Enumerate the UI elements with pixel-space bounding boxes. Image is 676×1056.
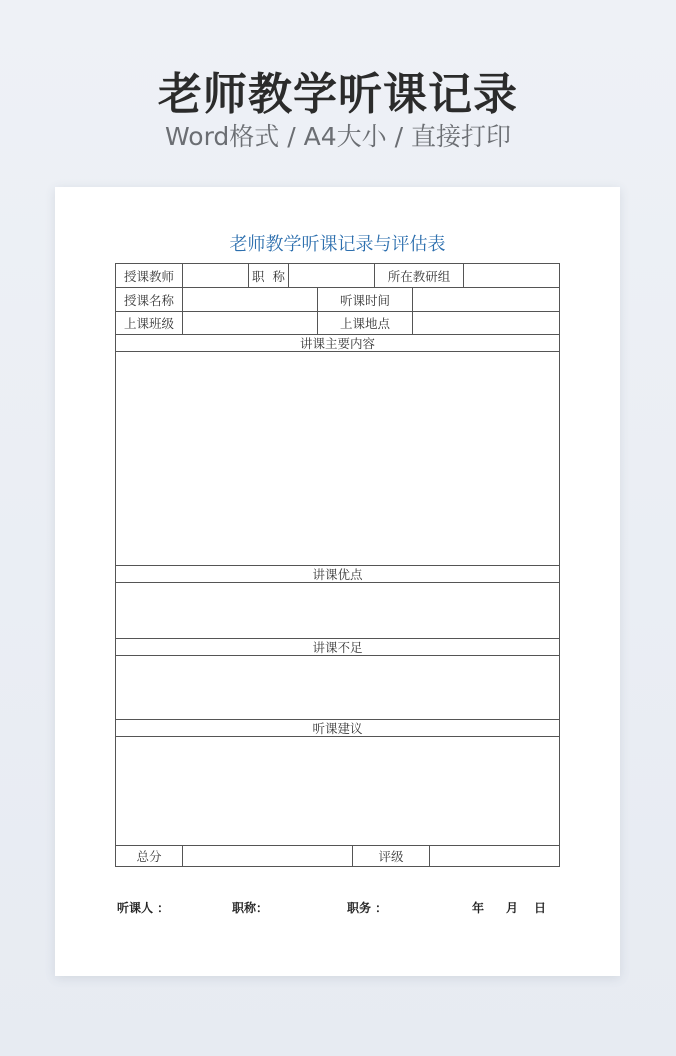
banner-title: 老师教学听课记录 (158, 69, 518, 120)
teacher-label: 授课教师 (115, 263, 183, 288)
month-label: 月 (506, 901, 519, 915)
main-content-area[interactable] (115, 351, 560, 566)
main-content-header: 讲课主要内容 (115, 334, 560, 352)
weaknesses-area[interactable] (115, 655, 560, 720)
year-label: 年 (472, 901, 485, 915)
document-title: 老师教学听课记录与评估表 (229, 234, 446, 255)
location-label: 上课地点 (317, 311, 413, 335)
course-name-label: 授课名称 (115, 287, 183, 312)
day-label: 日 (534, 901, 547, 915)
location-field[interactable] (412, 311, 560, 335)
strengths-header: 讲课优点 (115, 565, 560, 583)
total-score-field[interactable] (182, 845, 353, 867)
title-label: 职 称 (248, 263, 289, 288)
banner-subtitle: Word格式 / A4大小 / 直接打印 (165, 122, 511, 151)
teacher-field[interactable] (182, 263, 249, 288)
strengths-area[interactable] (115, 582, 560, 639)
total-score-label: 总分 (115, 845, 183, 867)
document-page (55, 187, 620, 976)
grade-field[interactable] (429, 845, 560, 867)
weaknesses-header: 讲课不足 (115, 638, 560, 656)
listen-time-field[interactable] (412, 287, 560, 312)
suggestions-area[interactable] (115, 736, 560, 846)
class-field[interactable] (182, 311, 318, 335)
class-label: 上课班级 (115, 311, 183, 335)
course-name-field[interactable] (182, 287, 318, 312)
position-label: 职务 ： (347, 901, 388, 915)
suggestions-header: 听课建议 (115, 719, 560, 737)
listener-label: 听课人 ： (117, 901, 170, 915)
teaching-group-label: 所在教研组 (374, 263, 464, 288)
title-field[interactable] (288, 263, 375, 288)
footer-title-label: 职称： (232, 901, 269, 915)
grade-label: 评级 (352, 845, 430, 867)
listen-time-label: 听课时间 (317, 287, 413, 312)
teaching-group-field[interactable] (463, 263, 560, 288)
